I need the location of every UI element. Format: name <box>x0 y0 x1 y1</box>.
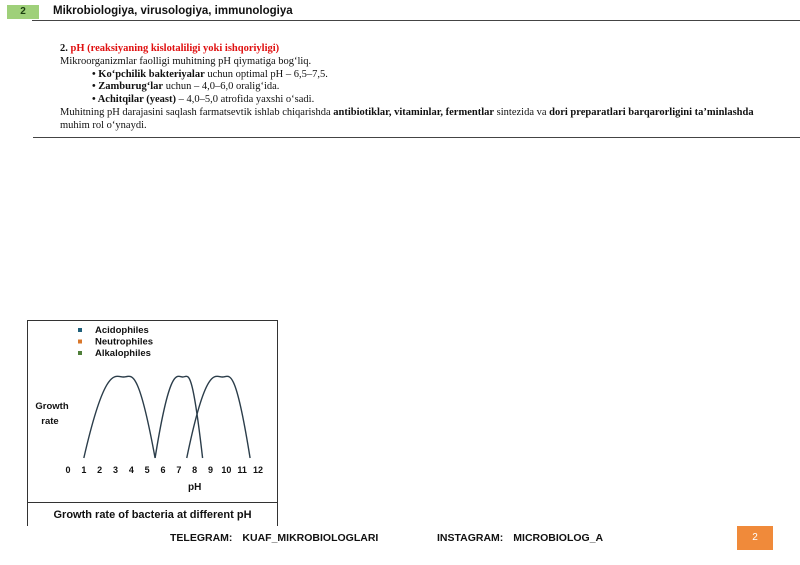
bullet-text: uchun – 4,0–6,0 oralig‘ida. <box>163 81 280 93</box>
x-tick-label: 9 <box>207 465 214 475</box>
closing-text: sintezida va <box>494 106 550 118</box>
section-heading <box>33 43 763 56</box>
bullet-bold: • Ko‘pchilik bakteriyalar <box>92 68 205 80</box>
bullet-fungi <box>33 81 763 94</box>
bullet-bacteria <box>33 69 763 82</box>
y-axis-label: Growth <box>35 401 69 412</box>
x-axis-label: pH <box>187 482 202 493</box>
series-line <box>155 376 202 458</box>
footer-instagram <box>437 532 603 544</box>
instagram-label: INSTAGRAM: <box>437 532 504 544</box>
legend-swatch <box>78 328 82 332</box>
instagram-handle: MICROBIOLOG_A <box>513 532 604 544</box>
legend-label: Alkalophiles <box>95 348 151 359</box>
x-tick-label: 0 <box>65 465 71 475</box>
closing-paragraph <box>33 107 763 133</box>
ph-growth-figure <box>27 320 278 526</box>
bullet-text: – 4,0–5,0 atrofida yaxshi o‘sadi. <box>175 94 315 106</box>
bullet-text: uchun optimal pH – 6,5–7,5. <box>204 68 328 80</box>
legend-label: Neutrophiles <box>95 336 154 348</box>
legend-swatch <box>78 340 82 344</box>
x-tick-label: 12 <box>252 465 264 475</box>
series-line <box>187 376 250 458</box>
x-tick-label: 1 <box>81 465 87 475</box>
figure-caption: Growth rate of bacteria at different pH <box>28 502 277 527</box>
footer-telegram <box>170 532 378 544</box>
running-header-title: Mikrobiologiya, virusologiya, immunologiya <box>53 5 293 17</box>
x-tick-label: 4 <box>128 465 134 475</box>
closing-bold: dori preparatlari barqarorligini ta’minlashda <box>549 106 754 118</box>
section-title: pH (reaksiyaning kislotaliligi yoki ishqoriyligi) <box>70 43 280 54</box>
x-tick-label: 7 <box>176 465 182 475</box>
page-badge: 2 <box>7 5 39 19</box>
x-tick-label: 3 <box>112 465 119 475</box>
header-divider <box>32 20 800 21</box>
section-number: 2. <box>60 43 68 54</box>
legend-swatch <box>78 351 82 355</box>
bullet-yeast <box>33 94 763 107</box>
telegram-handle: KUAF_MIKROBIOLOGLARI <box>242 532 379 544</box>
intro-paragraph: Mikroorganizmlar faolligi muhitning pH qiymatiga bog‘liq. <box>60 55 312 67</box>
telegram-label: TELEGRAM: <box>170 532 233 544</box>
y-axis-label: rate <box>41 416 59 427</box>
content-divider <box>33 137 800 138</box>
page-number: 2 <box>737 526 773 550</box>
x-tick-label: 11 <box>237 465 247 475</box>
x-tick-label: 8 <box>192 465 198 475</box>
x-tick-label: 2 <box>97 465 103 475</box>
closing-text: Muhitning pH darajasini saqlash farmatsevtik ishlab chiqarishda <box>60 106 334 118</box>
bullet-bold: • Achitqilar (yeast) <box>92 94 176 106</box>
bullet-bold: • Zamburug‘lar <box>92 81 164 93</box>
x-tick-label: 6 <box>160 465 166 475</box>
legend-label: Acidophiles <box>95 325 149 336</box>
section-content <box>33 43 763 133</box>
ph-growth-chart <box>28 321 277 526</box>
x-tick-label: 10 <box>221 465 232 475</box>
series-line <box>84 376 155 458</box>
x-tick-label: 5 <box>144 465 150 475</box>
closing-text: muhim rol o‘ynaydi. <box>60 119 147 131</box>
closing-bold: antibiotiklar, vitaminlar, fermentlar <box>333 106 495 118</box>
